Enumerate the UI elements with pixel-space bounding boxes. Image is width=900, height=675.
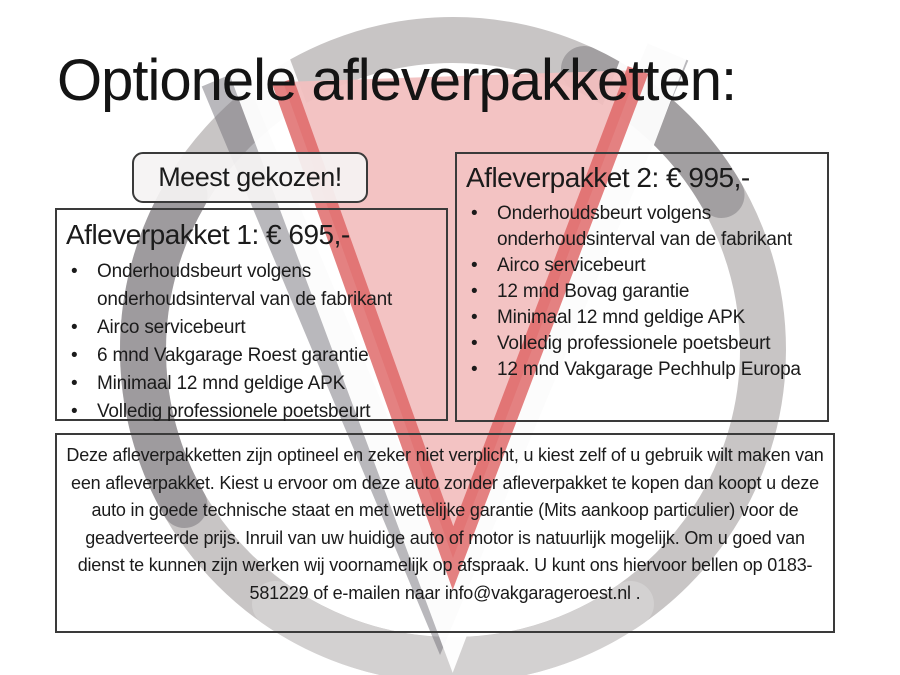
bullet-text: Minimaal 12 mnd geldige APK <box>97 373 346 394</box>
package-1-heading: Afleverpakket 1: € 695,- <box>66 219 350 250</box>
bullet-text: 6 mnd Vakgarage Roest garantie <box>97 345 369 366</box>
disclaimer-box <box>55 433 835 633</box>
bullet-text: Volledig professionele poetsbeurt <box>97 401 371 422</box>
bullet-text: 12 mnd Vakgarage Pechhulp Europa <box>497 359 801 380</box>
bullet-icon: • <box>471 255 478 276</box>
list-item <box>471 305 823 331</box>
list-item <box>71 314 442 342</box>
bullet-icon: • <box>71 317 78 338</box>
list-item <box>71 258 442 314</box>
package-2-bullet-list <box>457 201 827 383</box>
bullet-icon: • <box>471 203 478 224</box>
list-item <box>471 331 823 357</box>
package-1-card <box>55 208 448 421</box>
bullet-text: Onderhoudsbeurt volgens onderhoudsinterval van de fabrikant <box>97 261 393 310</box>
bullet-icon: • <box>471 281 478 302</box>
list-item <box>471 357 823 383</box>
bullet-icon: • <box>71 373 78 394</box>
disclaimer-text: Deze afleverpakketten zijn optineel en zeker niet verplicht, u kiest zelf of u gebruik wilt maken van een afleverpakket. Kiest u ervoor om deze auto zonder afleverpakket te kopen dan koopt u deze auto in goede technische staat en met wettelijke garantie (Mits aankoop particulier) voor de geadverteerde prijs. Inruil van uw huidige auto of motor is natuurlijk mogelijk. Om u goed van dienst te kunnen zijn werken wij voornamelijk op afspraak. U kunt ons hiervoor bellen op 0183-581229 of e-mailen naar info@vakgarageroest.nl . <box>66 445 824 603</box>
list-item <box>471 253 823 279</box>
bullet-icon: • <box>471 333 478 354</box>
list-item <box>71 370 442 398</box>
bullet-text: 12 mnd Bovag garantie <box>497 281 690 302</box>
list-item <box>71 342 442 370</box>
list-item <box>471 201 823 253</box>
bullet-text: Airco servicebeurt <box>97 317 246 338</box>
package-2-heading: Afleverpakket 2: € 995,- <box>466 162 750 193</box>
bullet-icon: • <box>71 345 78 366</box>
most-chosen-badge <box>132 152 368 203</box>
bullet-icon: • <box>71 261 78 282</box>
bullet-icon: • <box>471 359 478 380</box>
page-title: Optionele afleverpakketten: <box>57 48 737 113</box>
bullet-text: Onderhoudsbeurt volgens onderhoudsinterval van de fabrikant <box>497 203 793 250</box>
package-2-card <box>455 152 829 422</box>
bullet-text: Minimaal 12 mnd geldige APK <box>497 307 746 328</box>
most-chosen-badge-label: Meest gekozen! <box>158 162 342 192</box>
list-item <box>471 279 823 305</box>
bullet-icon: • <box>471 307 478 328</box>
list-item <box>71 398 442 426</box>
bullet-text: Volledig professionele poetsbeurt <box>497 333 771 354</box>
bullet-text: Airco servicebeurt <box>497 255 646 276</box>
package-1-bullet-list <box>57 258 446 426</box>
bullet-icon: • <box>71 401 78 422</box>
